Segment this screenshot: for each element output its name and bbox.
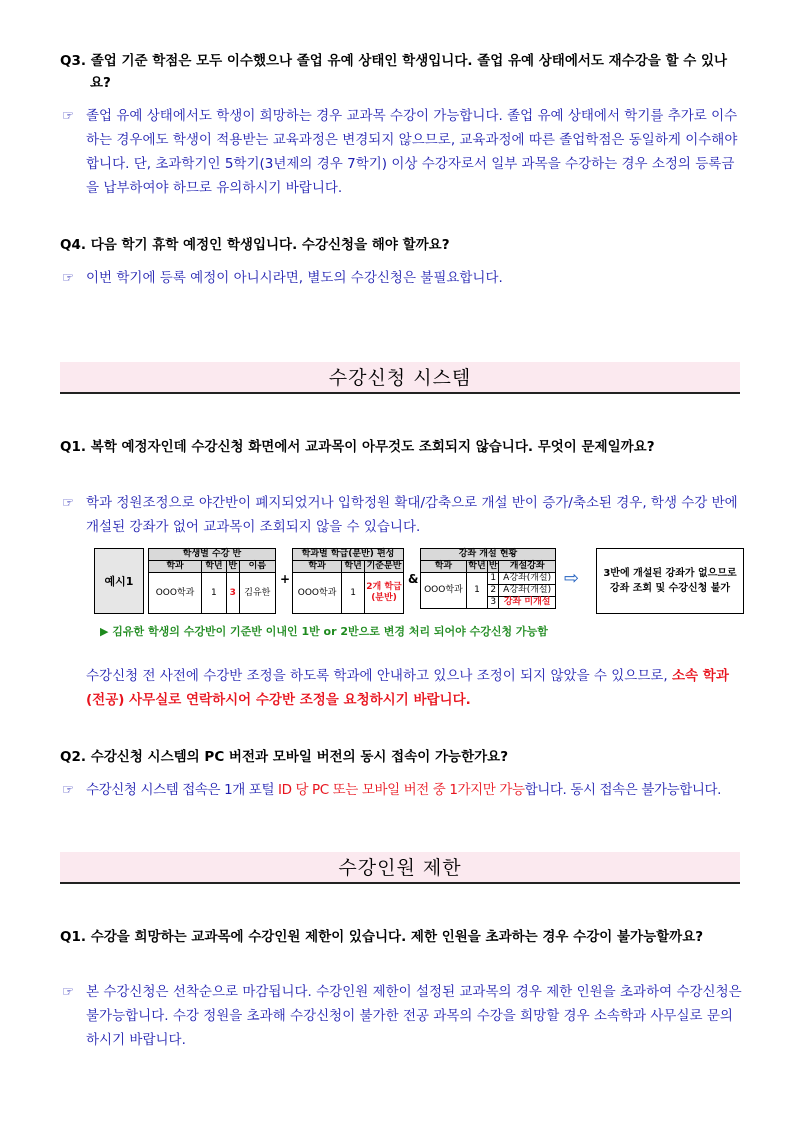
faq-answer-s1-q1-followup: 수강신청 전 사전에 수강반 조정을 하도록 학과에 안내하고 있으나 조정이 되지 않았을 수 있으므로, 소속 학과(전공) 사무실로 연락하시어 수강반 조정을 요청하시기 바랍니다. <box>86 668 729 708</box>
pointing-hand-icon: ☞ <box>62 270 75 286</box>
faq-answer-s2-q1: ☞ 본 수강신청은 선착순으로 마감됩니다. 수강인원 제한이 설정된 교과목의 경우 제한 인원을 초과하여 수강신청은 불가능합니다. 수강 정원을 초과해 수강신청이 불가한 전공 과목의 수강을 희망할 경우 소속학과 사무실로 문의하시기 바랍니다. <box>62 980 742 1052</box>
table-cell: 1 <box>466 573 487 609</box>
faq-question-s1-q2: Q2. 수강신청 시스템의 PC 버전과 모바일 버전의 동시 접속이 가능한가요? <box>60 749 509 765</box>
table-title: 학과별 학급(분반) 편성 <box>293 549 404 561</box>
example-diagram <box>94 548 746 616</box>
faq-question-s1-q1: Q1. 복학 예정자인데 수강신청 화면에서 교과목이 아무것도 조회되지 않습니다. 무엇이 문제일까요? <box>60 439 655 455</box>
course-status-table <box>420 548 556 609</box>
example-label: 예시1 <box>94 548 144 614</box>
class-formation-table <box>292 548 404 614</box>
section-heading-enrollment-limit: 수강인원 제한 <box>60 852 740 884</box>
faq-answer-q3: ☞ 졸업 유예 상태에서도 학생이 희망하는 경우 교과목 수강이 가능합니다. 졸업 유예 상태에서 학기를 추가로 이수하는 경우에도 학생이 적용받는 교육과정은 변경되지 않으므로, 교육과정에 따른 졸업학점은 동일하게 이수해야 합니다. 단, 초과학기인 5학기(3년제의 경우 7학기) 이상 수강자로서 일부 과목을 수강하는 경우 소정의 등록금을 납부하여야 하므로 유의하시기 바랍니다. <box>62 104 742 200</box>
table-header: 학과 <box>293 561 342 573</box>
table-cell: 2개 학급 (분반) <box>365 573 404 614</box>
table-header: 반 <box>488 561 498 571</box>
table-cell: A강좌(개설) <box>499 573 556 585</box>
table-cell: OOO학과 <box>293 573 342 614</box>
ampersand-sign: & <box>408 572 419 586</box>
right-arrow-icon: ⇨ <box>564 568 580 589</box>
table-cell: 3 <box>226 573 239 614</box>
table-header: 개설강좌 <box>499 561 556 573</box>
table-cell: 1 <box>202 573 227 614</box>
faq-question-q3: Q3. 졸업 기준 학점은 모두 이수했으나 졸업 유예 상태인 학생입니다. 졸업 유예 상태에서도 재수강을 할 수 있나요? <box>60 53 728 91</box>
table-title: 강좌 개설 현황 <box>421 549 556 561</box>
pointing-hand-icon: ☞ <box>62 108 75 124</box>
table-cell: 3 <box>488 597 499 609</box>
table-cell: OOO학과 <box>421 573 467 609</box>
table-header: 학년 <box>202 561 227 573</box>
table-cell: OOO학과 <box>149 573 202 614</box>
pointing-hand-icon: ☞ <box>62 782 75 798</box>
table-header: 학과 <box>421 561 467 573</box>
table-cell: 1 <box>342 573 365 614</box>
table-header: 학년 <box>468 561 486 571</box>
faq-answer-q4: ☞ 이번 학기에 등록 예정이 아니시라면, 별도의 수강신청은 불필요합니다. <box>62 266 742 290</box>
table-cell: 2 <box>488 585 499 597</box>
table-cell: 1 <box>488 573 499 585</box>
student-class-table <box>148 548 276 614</box>
table-cell: 김유한 <box>239 573 275 614</box>
table-title: 학생별 수강 반 <box>149 549 276 561</box>
table-header: 학과 <box>149 561 202 573</box>
table-header: 기준분반 <box>365 561 404 573</box>
faq-question-q4: Q4. 다음 학기 휴학 예정인 학생입니다. 수강신청을 해야 할까요? <box>60 237 450 253</box>
faq-answer-s1-q1: ☞ 학과 정원조정으로 야간반이 폐지되었거나 입학정원 확대/감축으로 개설 반이 증가/축소된 경우, 학생 수강 반에 개설된 강좌가 없어 교과목이 조회되지 않을 수 있습니다. <box>62 491 742 539</box>
table-header: 반 <box>226 561 239 573</box>
example-note: ▶ 김유한 학생의 수강반이 기준반 이내인 1반 or 2반으로 변경 처리 되어야 수강신청 가능함 <box>100 625 548 638</box>
faq-question-s2-q1: Q1. 수강을 희망하는 교과목에 수강인원 제한이 있습니다. 제한 인원을 초과하는 경우 수강이 불가능할까요? <box>60 929 704 945</box>
pointing-hand-icon: ☞ <box>62 984 75 1000</box>
result-box: 3반에 개설된 강좌가 없으므로 강좌 조회 및 수강신청 불가 <box>596 548 744 614</box>
plus-sign: + <box>280 572 291 586</box>
table-header: 이름 <box>239 561 275 573</box>
faq-answer-s1-q2: ☞ 수강신청 시스템 접속은 1개 포털 ID 당 PC 또는 모바일 버전 중 1가지만 가능합니다. 동시 접속은 불가능합니다. <box>62 778 742 802</box>
table-cell: 강좌 미개설 <box>499 597 556 609</box>
section-heading-registration-system: 수강신청 시스템 <box>60 362 740 394</box>
table-cell: A강좌(개설) <box>499 585 556 597</box>
pointing-hand-icon: ☞ <box>62 495 75 511</box>
table-header: 학년 <box>342 561 365 573</box>
